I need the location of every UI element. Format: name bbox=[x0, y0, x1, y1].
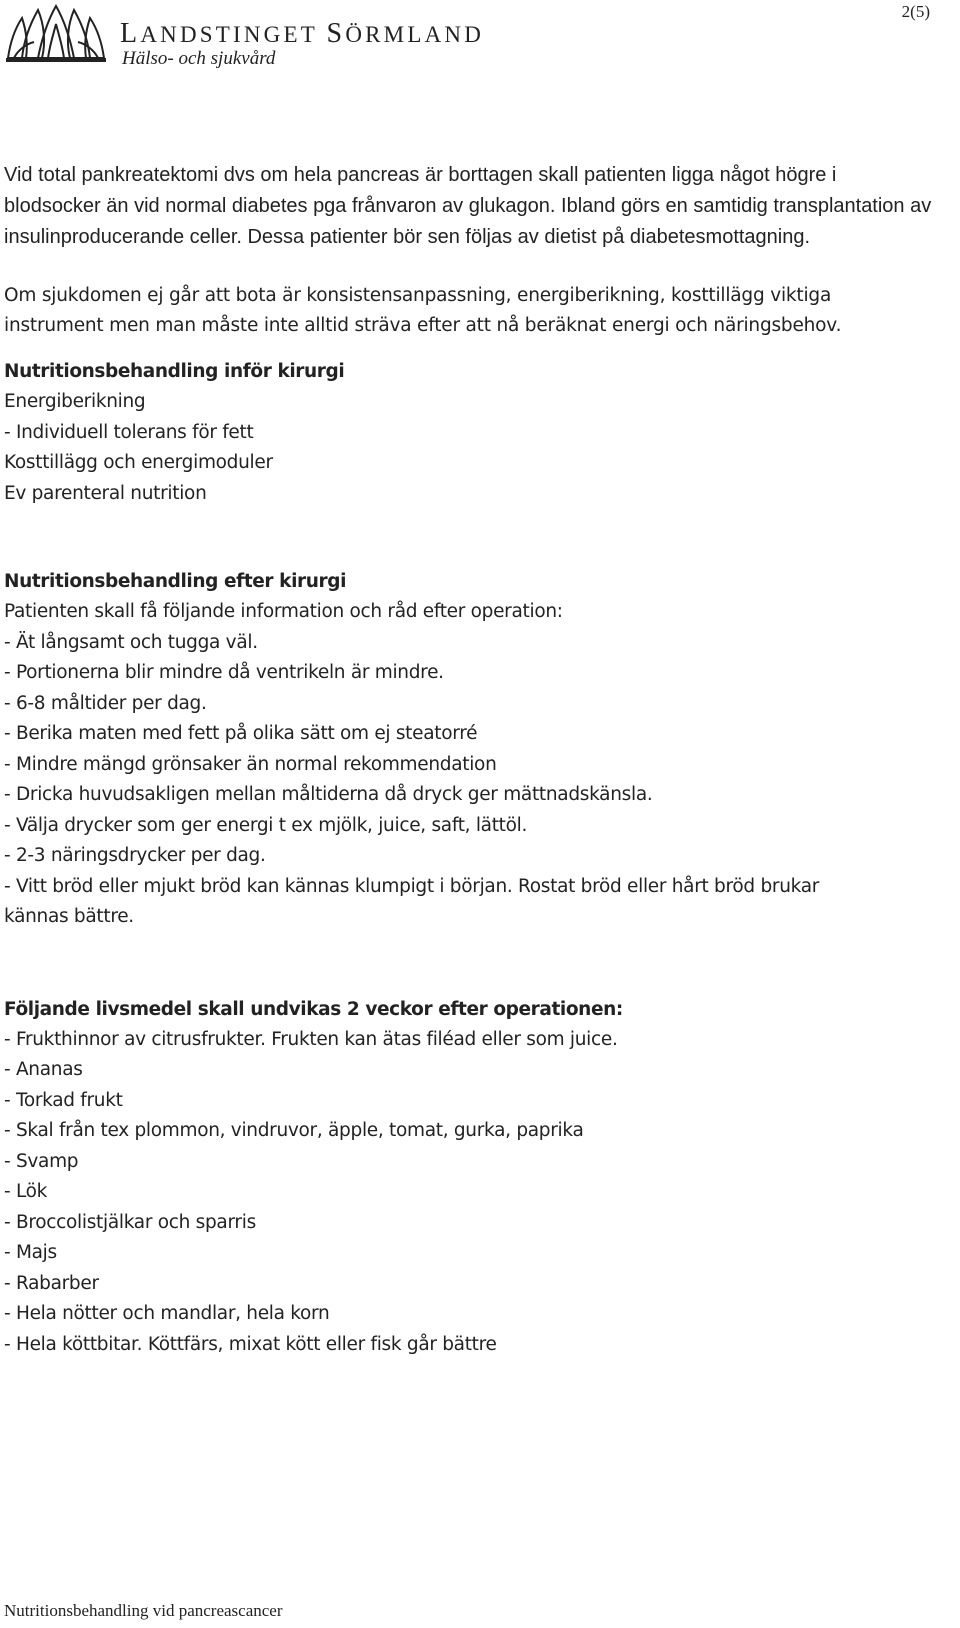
list-item: - Torkad frukt bbox=[4, 1089, 123, 1111]
section-heading: Följande livsmedel skall undvikas 2 veckor efter operationen: bbox=[4, 998, 623, 1020]
list-item: - Broccolistjälkar och sparris bbox=[4, 1211, 256, 1233]
organization-name: LANDSTINGET SÖRMLAND bbox=[120, 18, 485, 49]
section-after-surgery bbox=[4, 567, 934, 933]
page-header bbox=[4, 4, 564, 69]
list-item: - Hela nötter och mandlar, hela korn bbox=[4, 1303, 330, 1324]
section-foods-to-avoid bbox=[4, 995, 934, 1361]
list-item: - Portionerna blir mindre då ventrikeln är mindre. bbox=[4, 662, 444, 683]
list-item: - Berika maten med fett på olika sätt om ej steatorré bbox=[4, 723, 478, 744]
list-item: - Dricka huvudsakligen mellan måltiderna då dryck ger mättnadskänsla. bbox=[4, 784, 653, 805]
intro-paragraph: Vid total pankreatektomi dvs om hela pancreas är borttagen skall patienten ligga något högre i blodsocker än vid normal diabetes pga frånvaron av glukagon. Ibland görs en samtidig transplantation av insulinproducerande celler. Dessa patienter bör sen följas av dietist på diabetesmottagning. bbox=[4, 164, 932, 248]
section-heading: Nutritionsbehandling efter kirurgi bbox=[4, 571, 347, 592]
section-heading: Nutritionsbehandling inför kirurgi bbox=[4, 361, 345, 382]
list-item: - Lök bbox=[4, 1181, 48, 1202]
list-item: - Välja drycker som ger energi t ex mjölk, juice, saft, lättöl. bbox=[4, 814, 528, 836]
palliative-paragraph: Om sjukdomen ej går att bota är konsistensanpassning, energiberikning, kosttillägg viktiga instrument men man måste inte alltid sträva efter att nå beräknat energi och näringsbehov. bbox=[4, 285, 842, 336]
list-item: - Rabarber bbox=[4, 1272, 99, 1294]
list-item: - Majs bbox=[4, 1242, 57, 1263]
list-item: - Mindre mängd grönsaker än normal rekommendation bbox=[4, 753, 497, 775]
list-item: Ev parenteral nutrition bbox=[4, 482, 207, 504]
list-item: - Frukthinnor av citrusfrukter. Frukten kan ätas filéad eller som juice. bbox=[4, 1028, 618, 1050]
list-item: Kosttillägg och energimoduler bbox=[4, 452, 273, 473]
document-body bbox=[4, 160, 934, 1360]
list-item: - 2-3 näringsdrycker per dag. bbox=[4, 845, 266, 866]
list-item: - Ananas bbox=[4, 1059, 83, 1080]
tulip-crown-logo-icon bbox=[4, 4, 108, 64]
list-item: Energiberikning bbox=[4, 391, 146, 412]
section-intro: Patienten skall få följande information och råd efter operation: bbox=[4, 601, 563, 622]
page-footer: Nutritionsbehandling vid pancreascancer bbox=[4, 1601, 283, 1620]
list-item: - Vitt bröd eller mjukt bröd kan kännas klumpigt i början. Rostat bröd eller hårt bröd brukar bbox=[4, 875, 820, 897]
page-number: 2(5) bbox=[901, 2, 930, 21]
list-item: - Individuell tolerans för fett bbox=[4, 421, 254, 443]
list-item: - Skal från tex plommon, vindruvor, äpple, tomat, gurka, paprika bbox=[4, 1120, 584, 1141]
list-item: - 6-8 måltider per dag. bbox=[4, 692, 207, 714]
list-item: - Svamp bbox=[4, 1150, 79, 1172]
list-item: - Hela köttbitar. Köttfärs, mixat kött eller fisk går bättre bbox=[4, 1333, 497, 1355]
organization-subtitle: Hälso- och sjukvård bbox=[122, 48, 276, 69]
list-item: kännas bättre. bbox=[4, 906, 134, 927]
section-before-surgery bbox=[4, 357, 934, 509]
list-item: - Ät långsamt och tugga väl. bbox=[4, 631, 258, 653]
